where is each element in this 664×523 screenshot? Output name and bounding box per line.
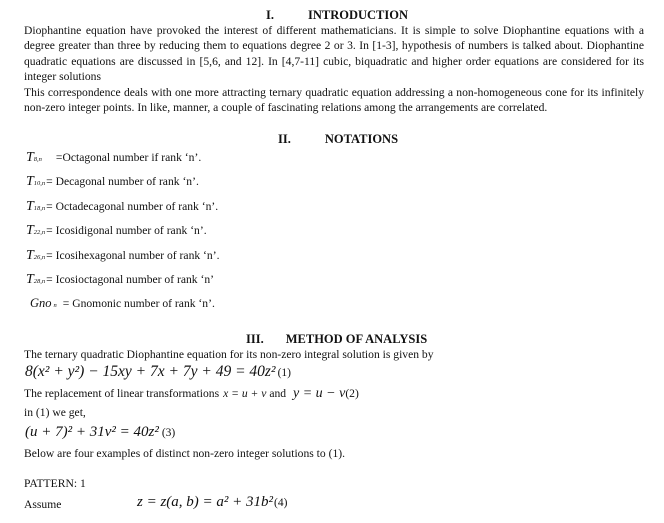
paragraph-line: integer solutions [24, 70, 101, 84]
equation-body: 8(x² + y²) − 15xy + 7x + 7y + 49 = 40z² [25, 363, 276, 380]
notation-item [26, 248, 219, 264]
introduction-paragraph [24, 23, 644, 115]
notation-symbol: T [26, 199, 34, 214]
transformation-x: x = u + v [223, 387, 267, 400]
notation-text: =Octagonal number if rank ‘n’. [55, 151, 202, 164]
equation-body: z = z(a, b) = a² + 31b² [137, 494, 274, 510]
equation-body: (u + 7)² + 31v² = 40z² [25, 424, 159, 440]
notation-item [26, 199, 218, 215]
section-heading-method [246, 332, 427, 347]
equation-tag: (2) [345, 387, 359, 400]
section-title: INTRODUCTION [308, 8, 409, 22]
notation-subscript: 26,n [33, 254, 46, 261]
notation-item [26, 272, 214, 288]
section-heading-notations [278, 132, 398, 147]
notation-symbol: T [26, 174, 34, 189]
notation-text: = Gnomonic number of rank ‘n’. [62, 297, 215, 310]
notation-item [26, 150, 201, 166]
section-heading-introduction [266, 8, 408, 23]
equation-4 [137, 494, 287, 511]
notation-subscript: 18,n [33, 205, 46, 212]
notation-text: = Icosioctagonal number of rank ‘n’ [46, 273, 214, 286]
notation-symbol: T [26, 272, 34, 287]
paragraph-line: This correspondence deals with one more attracting ternary quadratic equation addressing a non-homogeneous cone for its infinitely [24, 85, 644, 99]
notation-item [30, 296, 215, 311]
equation-tag: (3) [161, 427, 176, 439]
section-number: I. [266, 8, 274, 22]
paragraph-line: degree greater than three by reducing them to equations degree 2 or 3. In [1-3], hypothesis of numbers is talked about. Diophantine [24, 39, 644, 53]
equation-tag: (1) [277, 367, 292, 379]
section-number: III. [246, 332, 264, 346]
substitution-line: in (1) we get, [24, 406, 86, 419]
notation-text: = Icosihexagonal number of rank ‘n’. [46, 249, 220, 262]
notation-subscript: 10,n [33, 180, 46, 187]
replacement-text: The replacement of linear transformations [24, 387, 220, 400]
notation-item [26, 174, 199, 190]
notation-subscript: n [53, 302, 57, 309]
notation-text: = Icosidigonal number of rank ‘n’. [46, 224, 207, 237]
solutions-intro-line: Below are four examples of distinct non-zero integer solutions to (1). [24, 447, 345, 460]
equation-tag: (4) [274, 497, 288, 509]
notation-subscript: 28,n [33, 278, 46, 285]
notation-symbol: Gno [30, 296, 52, 310]
notation-text: = Octadecagonal number of rank ‘n’. [46, 200, 219, 213]
pattern-label: PATTERN: 1 [24, 477, 86, 490]
equation-3 [25, 424, 175, 441]
replacement-line [24, 386, 359, 401]
notation-symbol: T [26, 223, 34, 238]
notation-text: = Decagonal number of rank ‘n’. [46, 175, 199, 188]
section-number: II. [278, 132, 291, 146]
paragraph-line: quadratic equations are discussed in [5,6, and 12]. In [4,7-11] cubic, biquadratic and higher order equations are considered for its [24, 54, 644, 68]
notation-symbol: T [26, 248, 34, 263]
equation-1 [25, 363, 291, 381]
paragraph-line: Diophantine equation have provoked the interest of different mathematicians. It is simple to solve Diophantine equations with a [24, 24, 644, 37]
transformation-y: y = u − v [292, 386, 346, 401]
notation-item [26, 223, 207, 239]
assume-label: Assume [24, 498, 62, 511]
notation-symbol: T [26, 150, 34, 165]
paragraph-line: non-zero integer points. In like, manner, a couple of fascinating relations among the arrangements are correlated. [24, 101, 548, 115]
notation-subscript: 8,n [33, 156, 42, 163]
section-title: NOTATIONS [324, 132, 399, 146]
replacement-and: and [266, 387, 289, 400]
section-title: METHOD OF ANALYSIS [285, 332, 428, 346]
method-intro-line: The ternary quadratic Diophantine equation for its non-zero integral solution is given by [24, 348, 434, 361]
notation-subscript: 22,n [33, 229, 46, 236]
